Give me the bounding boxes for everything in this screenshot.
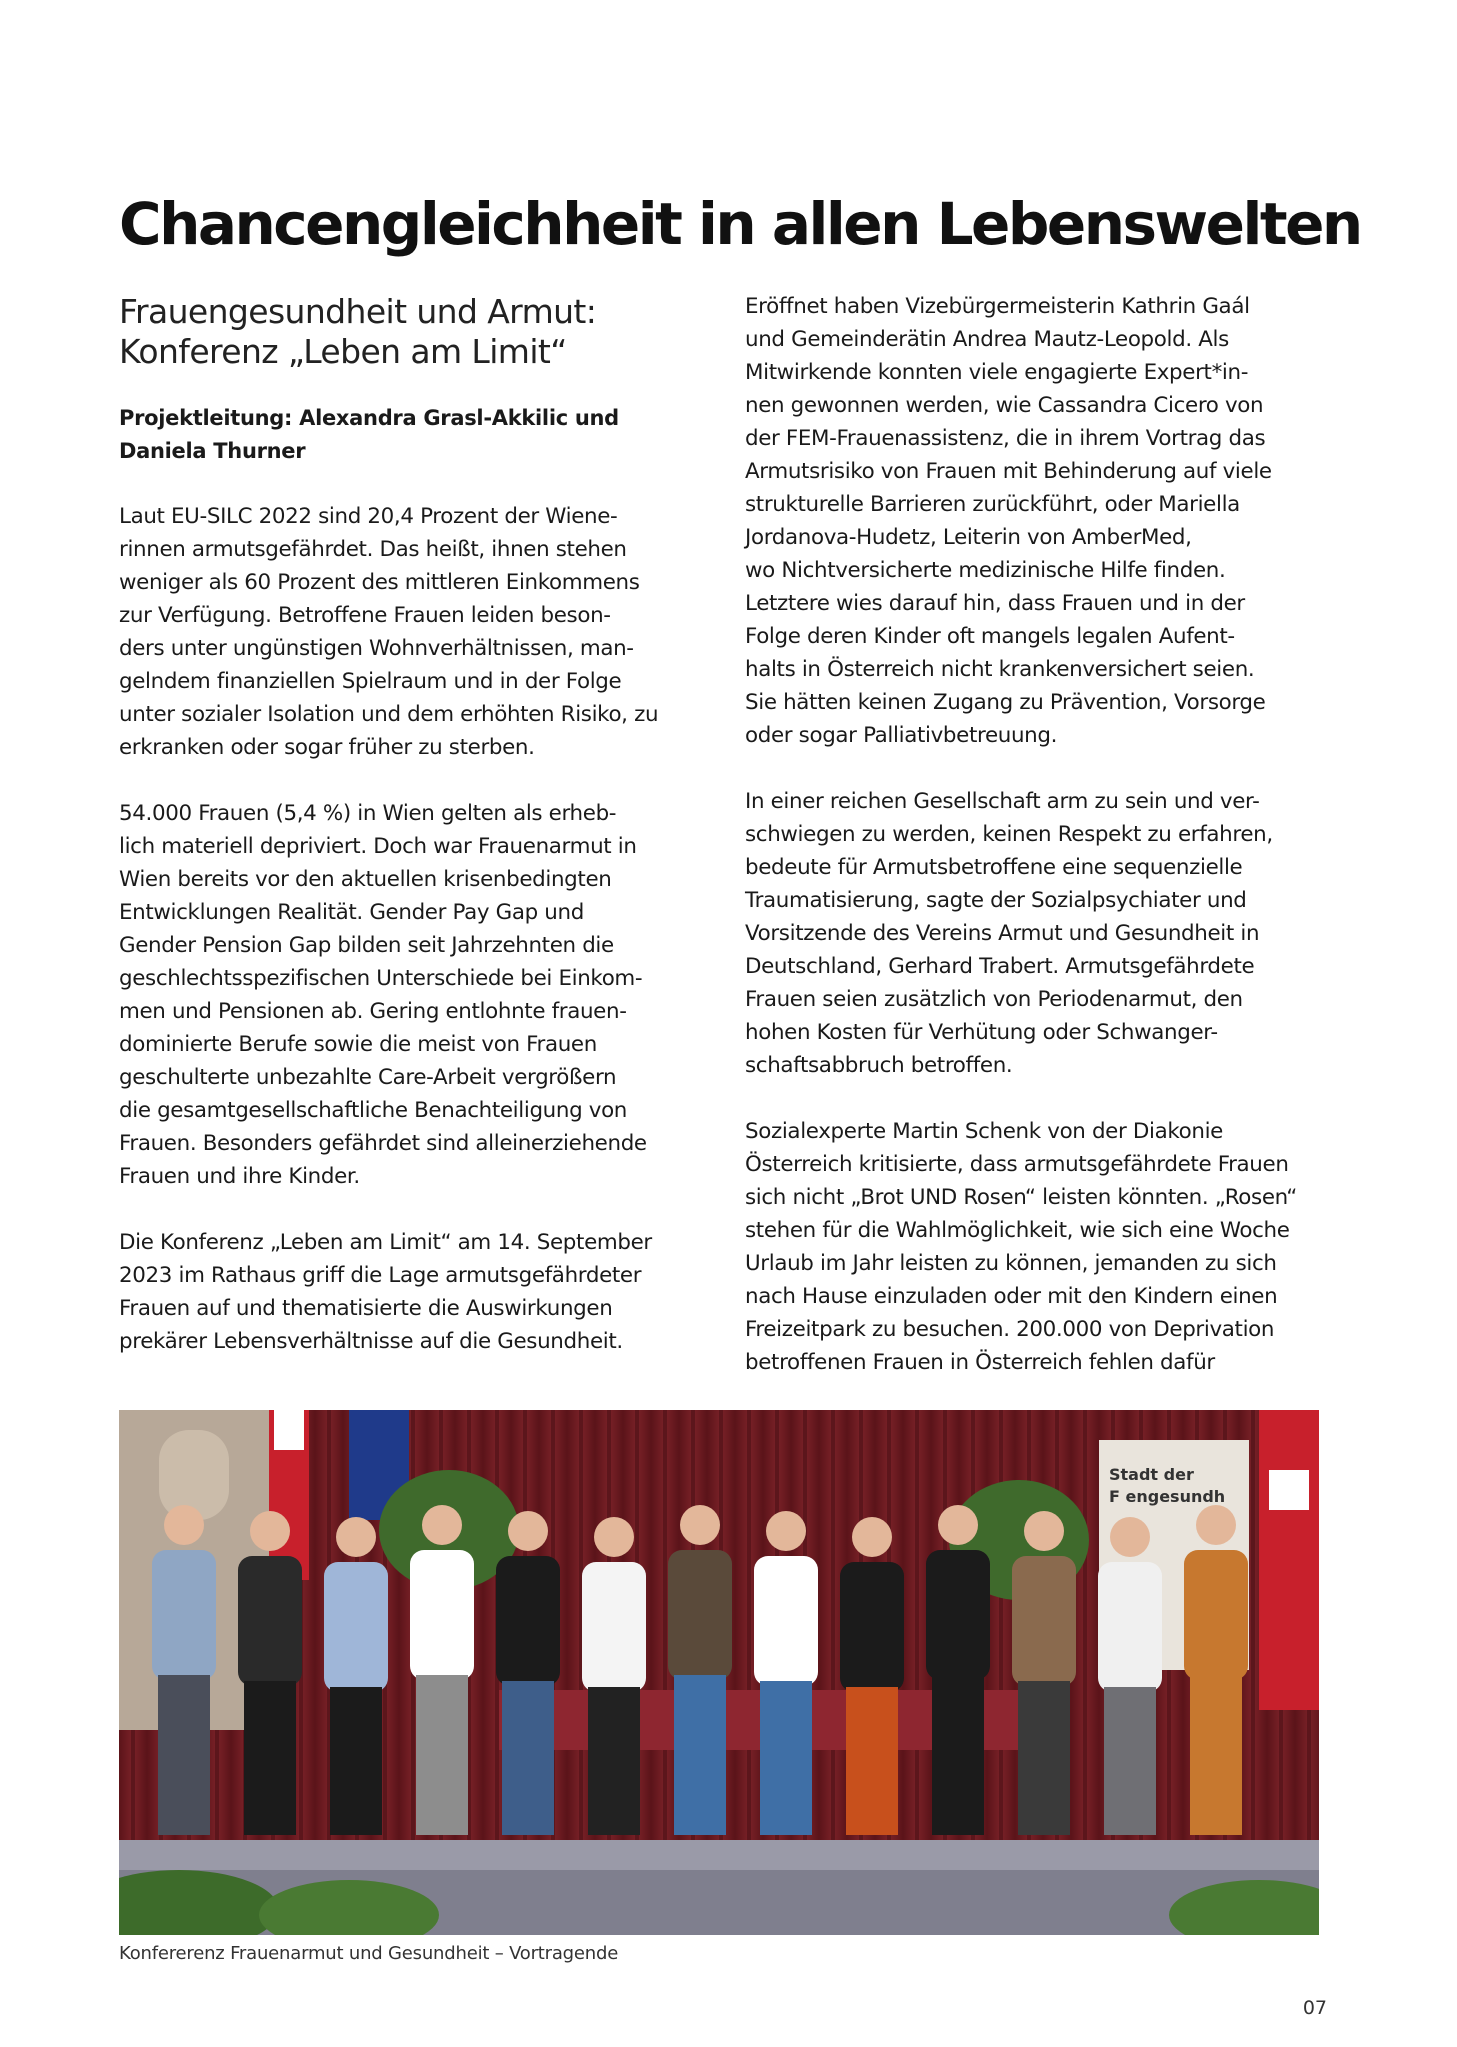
text-line: Armutsrisiko von Frauen mit Behinderung auf viele — [745, 459, 1272, 484]
text-line: zur Verfügung. Betroffene Frauen leiden beson- — [119, 603, 611, 628]
person-legs — [158, 1675, 210, 1835]
text-line: Frauen seien zusätzlich von Periodenarmut, den — [745, 987, 1243, 1012]
text-line: Eröffnet haben Vizebürgermeisterin Kathrin Gaál — [745, 294, 1250, 319]
text-line: Frauen und ihre Kinder. — [119, 1164, 360, 1189]
text-line: strukturelle Barrieren zurückführt, oder Mariella — [745, 492, 1240, 517]
text-line: Die Konferenz „Leben am Limit“ am 14. September — [119, 1230, 652, 1255]
person-legs — [1104, 1687, 1156, 1835]
body-paragraph — [745, 290, 1325, 752]
text-line: Vorsitzende des Vereins Armut und Gesundheit in — [745, 921, 1260, 946]
person-legs — [330, 1687, 382, 1835]
person-legs — [1018, 1681, 1070, 1835]
person-torso — [1012, 1556, 1076, 1686]
text-line: Letztere wies darauf hin, dass Frauen und in der — [745, 591, 1245, 616]
person-head — [852, 1517, 892, 1557]
page-number: 07 — [1302, 1997, 1327, 2019]
group-photo — [119, 1410, 1319, 1935]
text-line: geschulterte unbezahlte Care-Arbeit vergrößern — [119, 1065, 617, 1090]
text-line: Deutschland, Gerhard Trabert. Armutsgefährdete — [745, 954, 1255, 979]
body-paragraph — [745, 785, 1325, 1082]
left-body-text — [119, 500, 694, 1358]
text-line: Sie hätten keinen Zugang zu Prävention, Vorsorge — [745, 690, 1266, 715]
text-line: Mitwirkende konnten viele engagierte Expert*in- — [745, 360, 1249, 385]
person-legs — [588, 1687, 640, 1835]
article-subtitle — [119, 292, 694, 372]
text-line: Laut EU-SILC 2022 sind 20,4 Prozent der Wiene- — [119, 504, 618, 529]
photo-caption: Konfererenz Frauenarmut und Gesundheit – Vortragende — [119, 1943, 619, 1964]
person-torso — [496, 1556, 560, 1686]
person-torso — [840, 1562, 904, 1692]
text-line: die gesamtgesellschaftliche Benachteiligung von — [119, 1098, 628, 1123]
body-paragraph — [745, 1115, 1325, 1379]
text-line: wo Nichtversicherte medizinische Hilfe finden. — [745, 558, 1226, 583]
body-paragraph — [119, 500, 694, 764]
lead-line: Projektleitung: Alexandra Grasl-Akkilic und — [119, 406, 619, 430]
person-head — [164, 1505, 204, 1545]
text-line: 2023 im Rathaus griff die Lage armutsgefährdeter — [119, 1263, 642, 1288]
text-line: Entwicklungen Realität. Gender Pay Gap und — [119, 900, 584, 925]
person-legs — [674, 1675, 726, 1835]
text-line: Gender Pension Gap bilden seit Jahrzehnten die — [119, 933, 614, 958]
text-line: Folge deren Kinder oft mangels legalen Aufent- — [745, 624, 1235, 649]
text-line: weniger als 60 Prozent des mittleren Einkommens — [119, 570, 640, 595]
text-line: bedeute für Armutsbetroffene eine sequenzielle — [745, 855, 1243, 880]
person-head — [1110, 1517, 1150, 1557]
text-line: hohen Kosten für Verhütung oder Schwanger- — [745, 1020, 1218, 1045]
text-line: rinnen armutsgefährdet. Das heißt, ihnen stehen — [119, 537, 627, 562]
person-head — [1024, 1511, 1064, 1551]
text-line: unter sozialer Isolation und dem erhöhten Risiko, zu — [119, 702, 659, 727]
text-line: nach Hause einzuladen oder mit den Kindern einen — [745, 1284, 1278, 1309]
text-line: schaftsabbruch betroffen. — [745, 1053, 1013, 1078]
person-torso — [668, 1550, 732, 1680]
person-torso — [410, 1550, 474, 1680]
text-line: gelndem finanziellen Spielraum und in der Folge — [119, 669, 622, 694]
subtitle-line: Konferenz „Leben am Limit“ — [119, 332, 567, 371]
person-head — [680, 1505, 720, 1545]
text-line: dominierte Berufe sowie die meist von Frauen — [119, 1032, 597, 1057]
person-head — [250, 1511, 290, 1551]
person-legs — [760, 1681, 812, 1835]
person-head — [336, 1517, 376, 1557]
person-legs — [416, 1675, 468, 1835]
text-line: Jordanova-Hudetz, Leiterin von AmberMed, — [745, 525, 1192, 550]
person-head — [594, 1517, 634, 1557]
project-lead — [119, 402, 694, 468]
body-paragraph — [119, 1226, 694, 1358]
person-torso — [926, 1550, 990, 1680]
person-torso — [754, 1556, 818, 1686]
text-line: geschlechtsspezifischen Unterschiede bei Einkom- — [119, 966, 643, 991]
text-line: Urlaub im Jahr leisten zu können, jemanden zu sich — [745, 1251, 1277, 1276]
person-torso — [152, 1550, 216, 1680]
person-head — [1196, 1505, 1236, 1545]
text-line: stehen für die Wahlmöglichkeit, wie sich eine Woche — [745, 1218, 1290, 1243]
text-line: nen gewonnen werden, wie Cassandra Cicero von — [745, 393, 1264, 418]
person-torso — [324, 1562, 388, 1692]
banner-text-line: Stadt der — [1109, 1465, 1194, 1484]
text-line: 54.000 Frauen (5,4 %) in Wien gelten als erheb- — [119, 801, 617, 826]
person-head — [938, 1505, 978, 1545]
person-legs — [846, 1687, 898, 1835]
text-line: oder sogar Palliativbetreuung. — [745, 723, 1058, 748]
text-line: sich nicht „Brot UND Rosen“ leisten könnten. „Rosen“ — [745, 1185, 1298, 1210]
banner-text-line: F engesundh — [1109, 1487, 1226, 1506]
person-head — [508, 1511, 548, 1551]
lead-line: Daniela Thurner — [119, 439, 306, 463]
person-torso — [582, 1562, 646, 1692]
person-head — [766, 1511, 806, 1551]
text-line: erkranken oder sogar früher zu sterben. — [119, 735, 535, 760]
text-line: In einer reichen Gesellschaft arm zu sein und ver- — [745, 789, 1260, 814]
person-head — [422, 1505, 462, 1545]
text-line: Freizeitpark zu besuchen. 200.000 von Deprivation — [745, 1317, 1275, 1342]
person-legs — [502, 1681, 554, 1835]
person-torso — [1098, 1562, 1162, 1692]
page-title: Chancengleichheit in allen Lebenswelten — [119, 190, 1361, 258]
text-line: lich materiell depriviert. Doch war Frauenarmut in — [119, 834, 637, 859]
group-photo-illustration — [119, 1410, 1319, 1935]
left-column — [119, 292, 694, 1391]
text-line: Österreich kritisierte, dass armutsgefährdete Frauen — [745, 1152, 1289, 1177]
text-line: und Gemeinderätin Andrea Mautz-Leopold. Als — [745, 327, 1229, 352]
text-line: Frauen auf und thematisierte die Auswirkungen — [119, 1296, 613, 1321]
text-line: Traumatisierung, sagte der Sozialpsychiater und — [745, 888, 1247, 913]
text-line: ders unter ungünstigen Wohnverhältnissen, man- — [119, 636, 634, 661]
text-line: betroffenen Frauen in Österreich fehlen dafür — [745, 1350, 1215, 1375]
text-line: Sozialexperte Martin Schenk von der Diakonie — [745, 1119, 1223, 1144]
right-body-text — [745, 290, 1325, 1379]
person-legs — [244, 1681, 296, 1835]
person-legs — [932, 1675, 984, 1835]
text-line: prekärer Lebensverhältnisse auf die Gesundheit. — [119, 1329, 623, 1354]
subtitle-line: Frauengesundheit und Armut: — [119, 292, 597, 331]
text-line: schwiegen zu werden, keinen Respekt zu erfahren, — [745, 822, 1273, 847]
person-torso — [238, 1556, 302, 1686]
person-torso — [1184, 1550, 1248, 1680]
text-line: Wien bereits vor den aktuellen krisenbedingten — [119, 867, 612, 892]
person-legs — [1190, 1675, 1242, 1835]
right-column — [745, 290, 1325, 1412]
body-paragraph — [119, 797, 694, 1193]
text-line: halts in Österreich nicht krankenversichert seien. — [745, 657, 1255, 682]
text-line: der FEM-Frauenassistenz, die in ihrem Vortrag das — [745, 426, 1266, 451]
text-line: Frauen. Besonders gefährdet sind alleinerziehende — [119, 1131, 647, 1156]
text-line: men und Pensionen ab. Gering entlohnte frauen- — [119, 999, 627, 1024]
